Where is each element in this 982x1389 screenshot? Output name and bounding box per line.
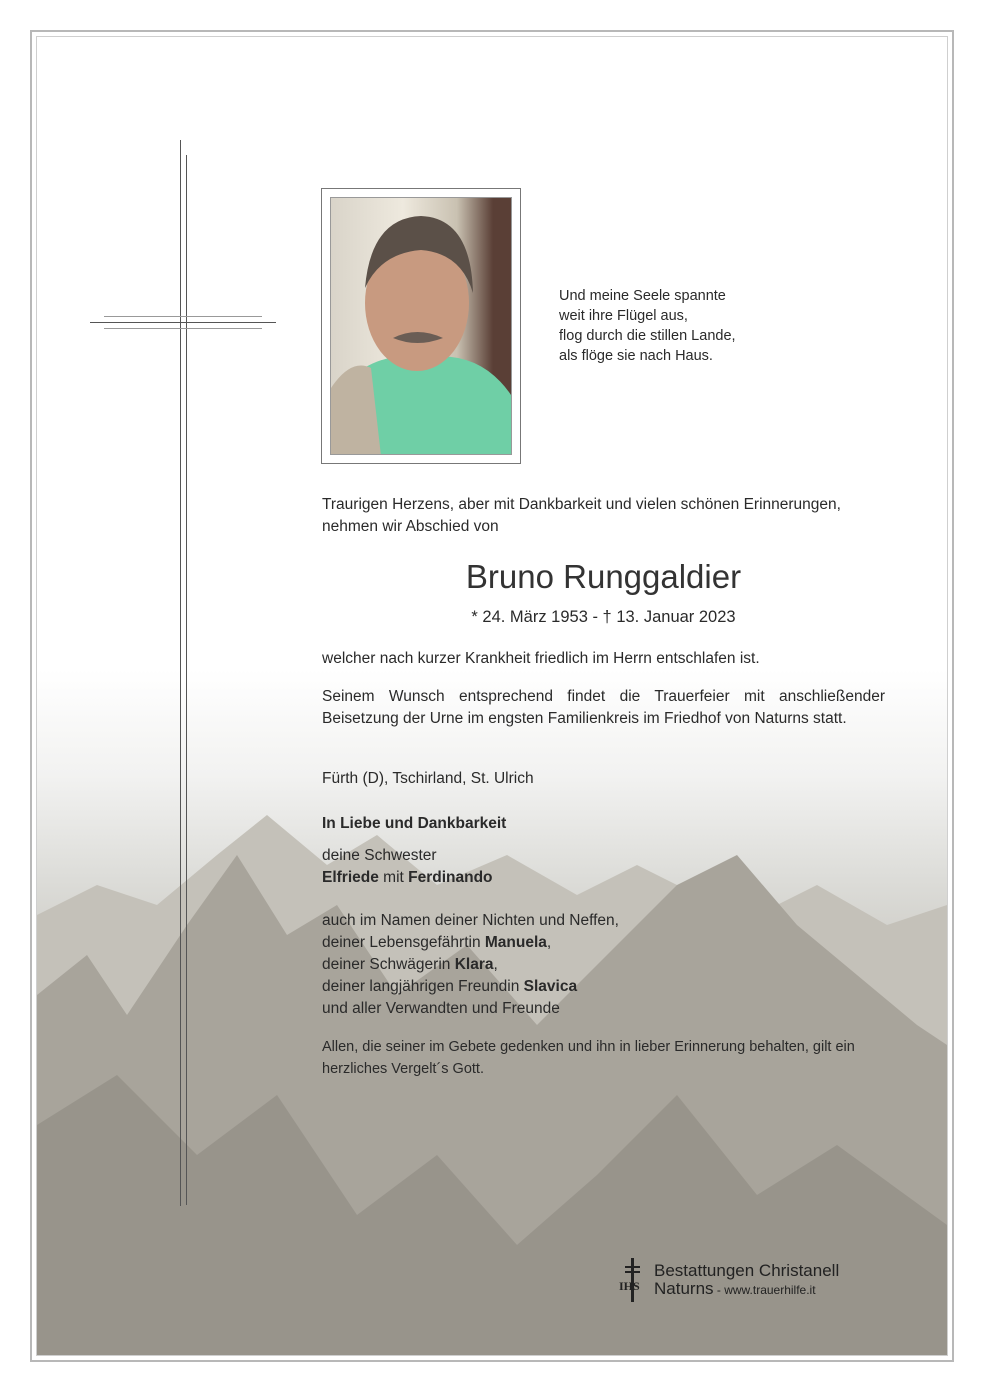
poem-line: als flöge sie nach Haus. (559, 348, 713, 364)
sister-label: deine Schwester (322, 847, 437, 864)
with-text: mit (378, 869, 409, 886)
family-block (322, 910, 885, 1020)
friend-name: Slavica (523, 978, 578, 995)
logo-website: - www.trauerhilfe.it (713, 1283, 816, 1297)
intro-text: Traurigen Herzens, aber mit Dankbarkeit und vielen schönen Erinnerungen, nehmen wir Abschied von (322, 496, 841, 535)
punct: , (493, 956, 498, 973)
thanks-text: Allen, die seiner im Gebete gedenken und ihn in lieber Erinnerung behalten, gilt ein herzliches Vergelt´s Gott. (322, 1039, 855, 1077)
ceremony-text: Seinem Wunsch entsprechend findet die Trauerfeier mit anschließender Beisetzung der Urne im engsten Familienkreis im Friedhof von Naturns statt. (322, 688, 885, 727)
punct: , (546, 934, 552, 951)
poem (559, 286, 736, 366)
sister-name: Elfriede (322, 869, 379, 886)
sister-block (322, 845, 885, 889)
poem-line: Und meine Seele spannte (559, 288, 726, 304)
passing-text: welcher nach kurzer Krankheit friedlich im Herrn entschlafen ist. (322, 650, 760, 667)
poem-line: flog durch die stillen Lande, (559, 328, 736, 344)
logo-town: Naturns (654, 1279, 714, 1298)
sister-partner: Ferdinando (408, 869, 493, 886)
places-text: Fürth (D), Tschirland, St. Ulrich (322, 770, 534, 787)
family-line: deiner Lebensgefährtin (322, 934, 485, 951)
svg-text:IHS: IHS (619, 1279, 640, 1293)
family-line: auch im Namen deiner Nichten und Neffen, (322, 912, 619, 929)
love-heading: In Liebe und Dankbarkeit (322, 815, 507, 832)
family-line: deiner langjährigen Freundin (322, 978, 524, 995)
poem-line: weit ihre Flügel aus, (559, 308, 688, 324)
deceased-name: Bruno Runggaldier (465, 558, 742, 595)
family-line: und aller Verwandten und Freunde (322, 1000, 560, 1017)
partner-name: Manuela (484, 934, 547, 951)
sister-in-law-name: Klara (454, 956, 494, 973)
portrait-photo (321, 188, 521, 464)
funeral-home-logo (618, 1258, 840, 1307)
life-dates: * 24. März 1953 - † 13. Januar 2023 (471, 608, 736, 626)
logo-name: Bestattungen Christanell (654, 1261, 840, 1280)
family-line: deiner Schwägerin (322, 956, 455, 973)
ihs-cross-icon (618, 1258, 648, 1302)
